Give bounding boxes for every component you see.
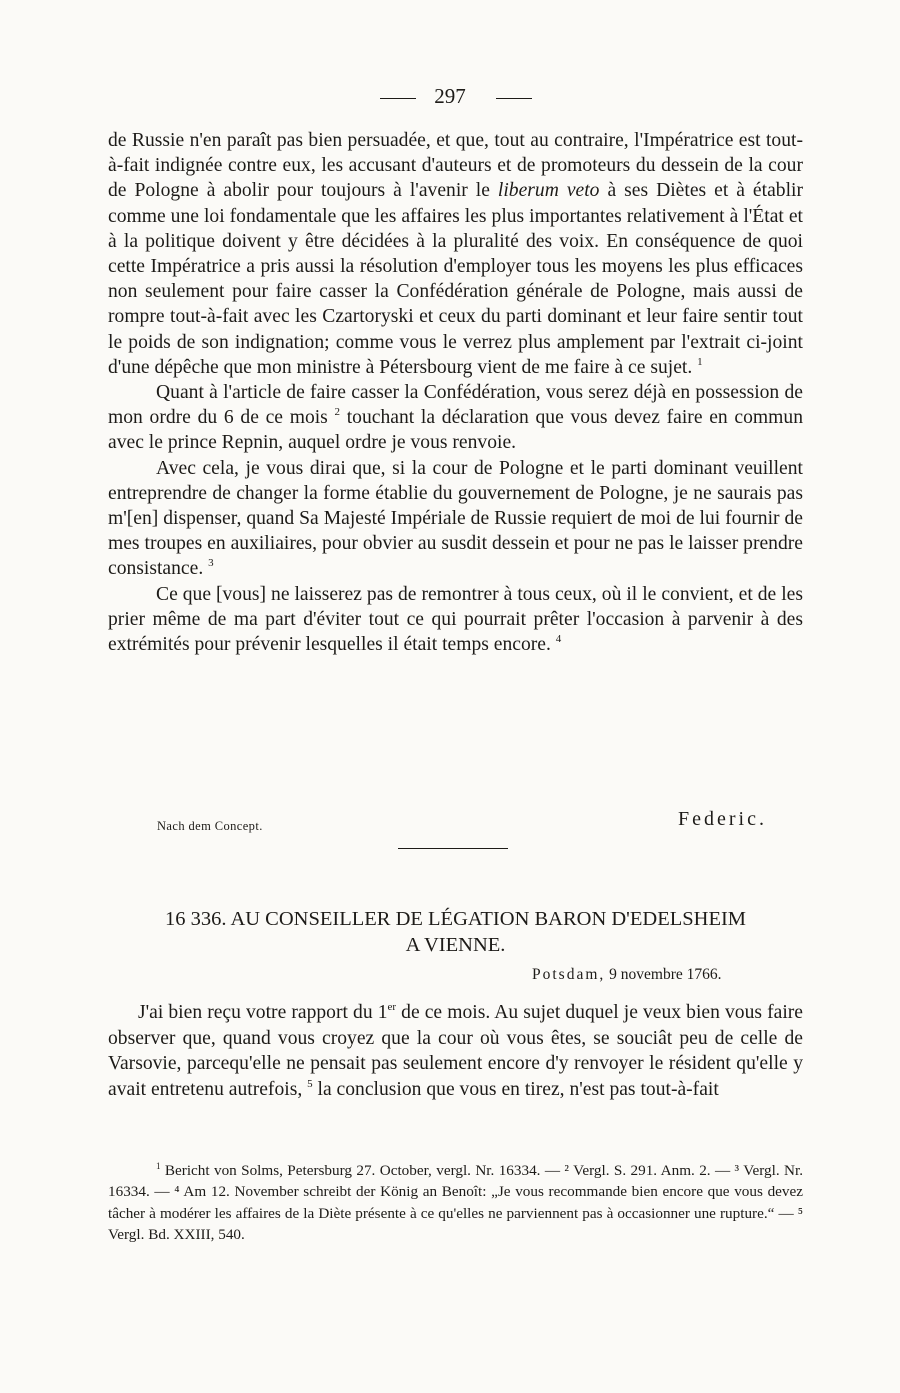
footnote-mark: 4 [555,633,562,646]
paragraph-1-text-b: à ses Diètes et à établir comme une loi fondamentale que les affaires les plus importantes relativement à l'État et à la politique doivent y être décidées à la pluralité des voix. En conséquence de quoi cette Impératrice a pris aussi la résolution d'employer tous les moyens les plus efficaces non seulement pour faire casser la Confédération générale de Pologne, mais aussi de rompre tout-à-fait avec les Czartoryski et ceux du parti dominant et leur faire sentir tout le poids de son indignation; comme vous le verrez plus amplement par l'extrait ci-joint d'une dépêche que mon ministre à Pétersbourg vient de me faire à ce sujet. [108,180,803,378]
place-date [532,966,722,984]
paragraph-1-text: de Russie n'en paraît pas bien persuadée, et que, tout au contraire, l'Impératrice est tout-à-fait indignée contre eux, les accusant d'auteurs et de promoteurs du dessein de la cour de Pologne à abolir pour toujours à l'avenir le [108,130,803,202]
footnote-mark: 5 [307,1077,313,1090]
latin-term: liberum veto [497,180,600,202]
ordinal-superscript: er [387,1001,397,1013]
heading-line-2: A VIENNE. [405,934,506,956]
page-number: 297 [434,84,466,108]
paragraph-2-text: Quant à l'article de faire casser la Confédération, vous serez déjà en possession de mon ordre du 6 de ce mois [108,382,803,429]
signature: Federic. [678,808,767,830]
date: 9 novembre 1766. [609,966,722,983]
letter-text-b: de ce mois. Au sujet duquel je veux bien vous faire observer que, quand vous croyez que la cour où vous êtes, se souciât peu de celle de Varsovie, parcequ'elle ne pensait pas seulement encore d'y renvoyer le résident qu'elle y avait entretenu autrefois, [108,1002,803,1100]
footnote-mark: 1 [156,1161,161,1171]
paragraph-3 [108,456,803,582]
source-note: Nach dem Concept. [157,819,263,833]
paragraph-2 [108,380,803,456]
section-separator [398,848,508,849]
paragraph-3-text: Avec cela, je vous dirai que, si la cour de Pologne et le parti dominant veuillent entreprendre de changer la forme établie du gouvernement de Pologne, je ne saurais pas m'[en] dispenser, quand Sa Majesté Impériale de Russie requiert de moi de lui fournir de mes troupes en auxiliaires, pour obvier au susdit dessein et pour ne pas le laisser prendre consistance. [108,457,803,580]
footnote-mark: 1 [697,355,703,368]
footnote-text [108,1160,803,1246]
paragraph-2-text-b: touchant la déclaration que vous devez faire en commun avec le prince Repnin, auquel ordre je vous renvoie. [108,407,803,454]
footnote-mark: 3 [208,557,214,570]
letter-text-c: la conclusion que vous en tirez, n'est pas tout-à-fait [312,1078,719,1100]
footnotes-body: Bericht von Solms, Petersburg 27. October, vergl. Nr. 16334. — ² Vergl. S. 291. Anm. 2. — ³ Vergl. Nr. 16334. — ⁴ Am 12. November schreibt der König an Benoît: „Je vous recommande bien encore que vous devez tâcher à modérer les affaires de la Diète présente à ce qu'elles ne parviennent pas à occasionner une rupture.“ — ⁵ Vergl. Bd. XXIII, 540. [108,1162,803,1244]
place: Potsdam, [532,966,606,983]
letter-paragraph [108,1000,803,1102]
footnotes [108,1160,803,1246]
paragraph-4 [108,582,803,658]
heading-line-1: 16 336. AU CONSEILLER DE LÉGATION BARON D'EDELSHEIM [164,908,747,930]
letter-text-a: J'ai bien reçu votre rapport du 1 [138,1002,388,1023]
paragraph-1 [108,128,803,380]
main-text [108,128,803,657]
paragraph-4-text: Ce que [vous] ne laisserez pas de remontrer à tous ceux, où il le convient, et de les prier même de ma part d'éviter tout ce qui pourrait prêter l'occasion à parvenir à des extrémités pour prévenir lesquelles il était temps encore. [108,583,803,656]
footnote-mark: 2 [334,406,341,419]
page-number-rule-right [496,98,532,99]
document-heading [108,906,803,958]
letter-text [108,1000,803,1102]
